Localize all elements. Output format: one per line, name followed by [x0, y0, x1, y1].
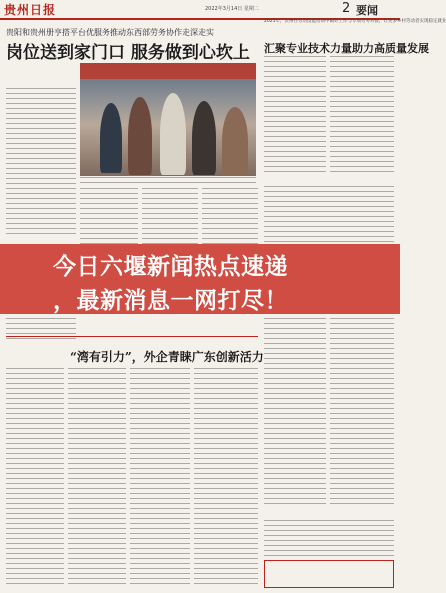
- right-body-text-b: [330, 56, 394, 176]
- masthead-logo: 贵州日报: [4, 3, 57, 17]
- right-kicker: 2021年，贵州在劳动技能培训中做好工作与专项劳务对接，让更多乡村劳动者实现稳定就业: [264, 19, 446, 24]
- page-header: [0, 0, 400, 20]
- left-column-text: [6, 88, 76, 238]
- lead-body-text-c: [202, 188, 258, 244]
- section-title: 要闻: [356, 4, 378, 17]
- bottom-body-text-a: [6, 368, 64, 588]
- bottom-headline: “湾有引力”，外企青睐广东创新活力: [70, 350, 264, 364]
- bottom-body-text-c: [130, 368, 190, 588]
- lead-kicker: 贵阳和贵州册亨搭平台优服务推动东西部劳务协作走深走实: [6, 28, 214, 37]
- photo-banner: [80, 63, 256, 79]
- lower-left-text: [6, 318, 76, 340]
- right-lower-text-b: [330, 318, 394, 508]
- lead-headline: 岗位送到家门口 服务做到心坎上: [6, 43, 250, 63]
- issue-date: 2022年3月14日 星期二: [205, 6, 259, 12]
- right-headline: 汇聚专业技术力量助力高质量发展: [264, 42, 429, 55]
- lead-body-text-b: [142, 188, 198, 244]
- right-lower-text-c: [264, 520, 394, 556]
- advert-box: [264, 560, 394, 588]
- lead-body-text-a: [80, 188, 138, 244]
- right-body-text-a: [264, 56, 326, 176]
- promo-line-2: ，最新消息一网打尽！: [53, 288, 288, 314]
- page-number: 2: [342, 1, 351, 16]
- right-body-text-c: [264, 186, 394, 244]
- right-lower-text-a: [264, 318, 326, 508]
- lead-photo: [80, 63, 256, 176]
- promo-line-1: 今日六堰新闻热点速递: [53, 254, 288, 280]
- photo-caption: [80, 177, 256, 185]
- bottom-body-text-b: [68, 368, 126, 588]
- bottom-body-text-d: [194, 368, 258, 588]
